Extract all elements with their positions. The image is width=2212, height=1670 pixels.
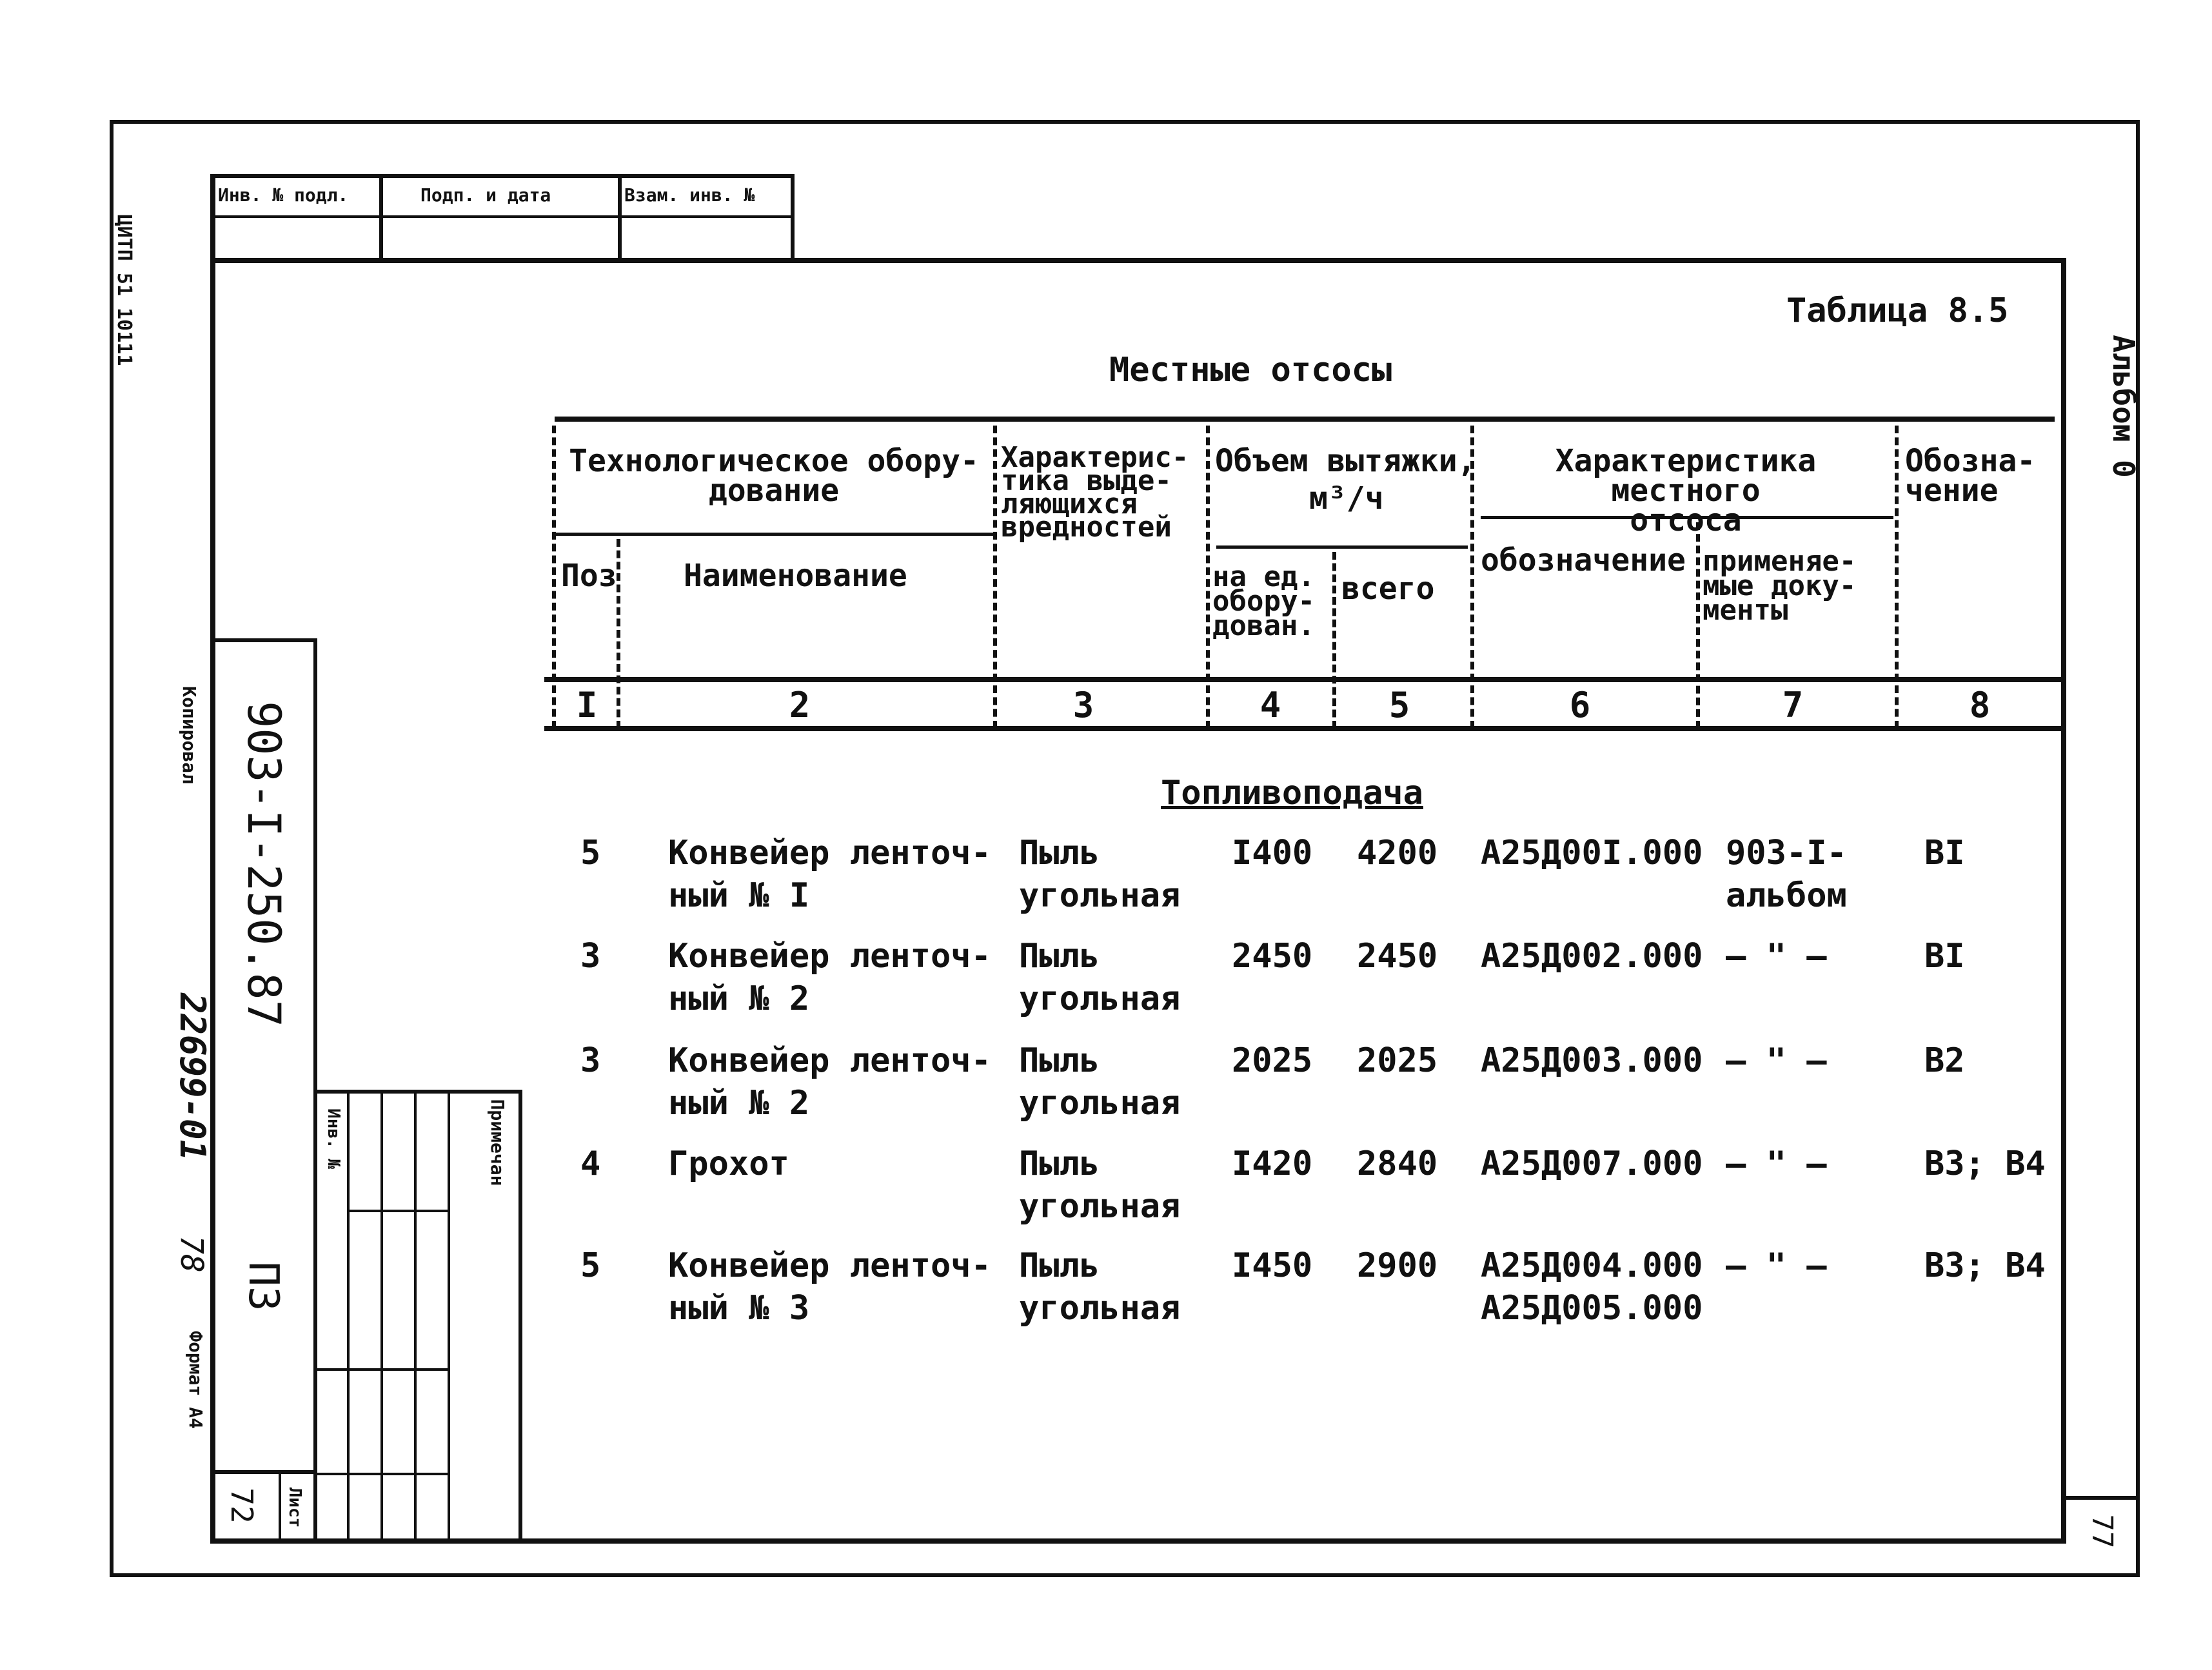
- row-applied-docs: 903-I- альбом: [1726, 834, 1847, 915]
- row-applied-docs: – " –: [1726, 1246, 1827, 1285]
- table-number: Таблица 8.5: [1786, 291, 2009, 330]
- page-box-top: [2061, 1496, 2136, 1500]
- stamp-divider-3: [791, 174, 795, 260]
- row-designation: А25Д00I.000: [1481, 834, 1703, 872]
- col-num-5: 5: [1388, 685, 1410, 725]
- row-hazard: Пыль угольная: [1019, 1144, 1181, 1226]
- row-name: Конвейер ленточ- ный № 3: [668, 1246, 991, 1328]
- row-hazard: Пыль угольная: [1019, 937, 1181, 1018]
- project-code: 903-I-250.87: [237, 701, 290, 1027]
- stamp-divider-1: [379, 174, 383, 260]
- outer-frame-top: [110, 120, 2140, 124]
- inv-col-3: [414, 1090, 417, 1544]
- table-subrule-tech: [555, 533, 993, 536]
- row-name: Конвейер ленточ- ный № 2: [668, 1041, 991, 1123]
- copy-number: 78: [173, 1235, 210, 1273]
- header-pos: Поз: [561, 558, 617, 594]
- inv-no-label: Инв. №: [324, 1108, 343, 1169]
- row-name: Конвейер ленточ- ный № I: [668, 834, 991, 915]
- inner-frame-right: [2061, 258, 2066, 1544]
- sheet-number: 72: [224, 1488, 259, 1524]
- col-num-8: 8: [1969, 685, 1991, 725]
- col-num-4: 4: [1259, 685, 1281, 725]
- row-applied-docs: – " –: [1726, 1041, 1827, 1080]
- col-num-7: 7: [1782, 685, 1804, 725]
- header-local-suction: Характеристика местного отсоса: [1555, 443, 1817, 538]
- inv-row-2: [313, 1368, 450, 1371]
- row-label: B2: [1924, 1041, 1965, 1080]
- sheet-box-top: [210, 1470, 317, 1474]
- col-sep-4: [1332, 552, 1336, 729]
- row-hazard: Пыль угольная: [1019, 1041, 1181, 1123]
- row-pos: 3: [580, 1041, 601, 1080]
- side-block-top: [210, 638, 317, 642]
- inner-frame-bottom: [210, 1538, 2066, 1544]
- inv-col-2: [380, 1090, 383, 1544]
- row-hazard: Пыль угольная: [1019, 1246, 1181, 1328]
- inv-block-right: [518, 1090, 522, 1544]
- row-designation: А25Д007.000: [1481, 1144, 1703, 1183]
- col-num-2: 2: [789, 685, 811, 725]
- header-exhaust-volume: Объем вытяжки,: [1215, 443, 1476, 479]
- row-name: Грохот: [668, 1144, 789, 1183]
- row-pos: 5: [580, 1246, 601, 1285]
- inv-col-4: [448, 1090, 450, 1544]
- row-total: 2025: [1357, 1041, 1438, 1080]
- row-label: BI: [1924, 937, 1965, 976]
- row-total: 2450: [1357, 937, 1438, 976]
- row-label: B3; B4: [1924, 1144, 2046, 1183]
- row-designation: А25Д004.000 А25Д005.000: [1481, 1246, 1703, 1328]
- stamp-mid-line: [210, 215, 795, 218]
- table-top-rule: [555, 417, 2055, 422]
- stamp-inv-podl: Инв. № подл.: [218, 184, 349, 206]
- primenen-label: Примечан: [487, 1099, 508, 1186]
- section-code: ПЗ: [239, 1261, 287, 1311]
- row-label: BI: [1924, 834, 1965, 872]
- header-tech-equipment: Технологическое обору- дование: [569, 443, 979, 509]
- page-number: 77: [2086, 1514, 2118, 1549]
- row-per-unit: I420: [1232, 1144, 1313, 1183]
- kopiroval-label: Копировал: [179, 686, 200, 784]
- row-total: 2900: [1357, 1246, 1438, 1285]
- row-per-unit: I400: [1232, 834, 1313, 872]
- row-per-unit: 2025: [1232, 1041, 1313, 1080]
- col-sep-3: [1206, 426, 1210, 729]
- stamp-divider-2: [618, 174, 622, 260]
- row-per-unit: 2450: [1232, 937, 1313, 976]
- col-sep-0: [552, 426, 556, 729]
- col-sep-6: [1696, 522, 1700, 729]
- col-num-6: 6: [1569, 685, 1591, 725]
- col-sep-2: [993, 426, 997, 729]
- col-num-1: I: [576, 685, 598, 725]
- row-designation: А25Д003.000: [1481, 1041, 1703, 1080]
- col-sep-7: [1895, 426, 1899, 729]
- format-label: Формат А4: [185, 1331, 206, 1429]
- header-designation: обозначение: [1481, 542, 1686, 578]
- header-label: Обозна- чение: [1905, 443, 2036, 509]
- inner-frame-top: [210, 258, 2066, 263]
- inv-block-top: [313, 1090, 522, 1094]
- inv-row-3: [313, 1473, 450, 1475]
- row-per-unit: I450: [1232, 1246, 1313, 1285]
- header-total: всего: [1341, 571, 1435, 607]
- stamp-podp-data: Подп. и дата: [420, 184, 551, 206]
- header-unit: м³/ч: [1309, 480, 1384, 516]
- section-title: Топливоподача: [1161, 774, 1423, 812]
- row-pos: 5: [580, 834, 601, 872]
- header-applied-docs: применяе- мые доку- менты: [1703, 545, 1857, 627]
- inv-row-1: [347, 1210, 450, 1212]
- row-designation: А25Д002.000: [1481, 937, 1703, 976]
- outer-frame-bottom: [110, 1573, 2140, 1577]
- row-applied-docs: – " –: [1726, 1144, 1827, 1183]
- row-hazard: Пыль угольная: [1019, 834, 1181, 915]
- row-pos: 3: [580, 937, 601, 976]
- row-applied-docs: – " –: [1726, 937, 1827, 976]
- table-header-rule: [544, 677, 2066, 682]
- row-total: 2840: [1357, 1144, 1438, 1183]
- archive-code: ЦИТП 51 10111: [113, 214, 135, 366]
- col-num-3: 3: [1072, 685, 1094, 725]
- inv-col-1: [347, 1090, 350, 1544]
- sheet-label: Лист: [285, 1487, 304, 1528]
- inner-frame-left: [210, 174, 215, 1544]
- table-title: Местные отсосы: [1109, 351, 1392, 389]
- header-name: Наименование: [684, 558, 907, 594]
- row-name: Конвейер ленточ- ный № 2: [668, 937, 991, 1018]
- row-total: 4200: [1357, 834, 1438, 872]
- header-hazards: Характерис- тика выде- ляющихся вредностей: [1001, 441, 1189, 544]
- row-pos: 4: [580, 1144, 601, 1183]
- row-label: B3; B4: [1924, 1246, 2046, 1285]
- stamp-top-line: [210, 174, 795, 178]
- table-numbers-rule: [544, 726, 2066, 731]
- table-subrule-volume: [1216, 545, 1468, 549]
- document-id: 22699-01: [172, 992, 213, 1161]
- stamp-vzam-inv: Взам. инв. №: [624, 184, 755, 206]
- col-sep-1: [617, 539, 620, 729]
- header-per-unit: на ед. обору- дован.: [1212, 560, 1315, 642]
- album-label: Альбом 0: [2106, 335, 2141, 478]
